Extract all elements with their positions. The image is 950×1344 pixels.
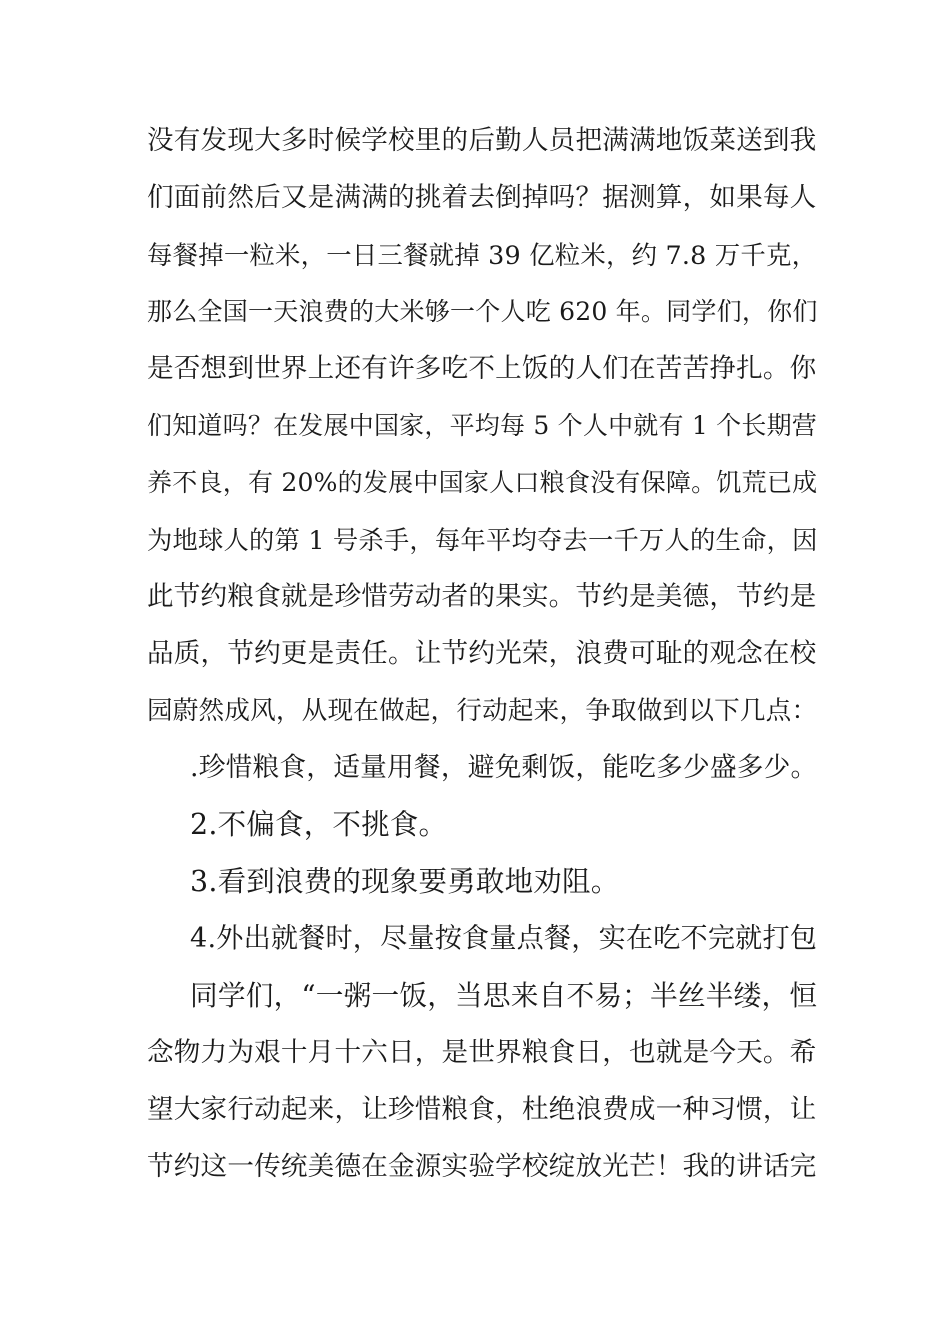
body-text-line: 那么全国一天浪费的大米够一个人吃 620 年。同学们，你们 bbox=[147, 297, 818, 326]
body-text-line: 念物力为艰十月十六日，是世界粮食日，也就是今天。希 bbox=[147, 1037, 817, 1068]
body-text-line: 们面前然后又是满满的挑着去倒掉吗？据测算，如果每人 bbox=[147, 182, 817, 213]
body-text-line: 没有发现大多时候学校里的后勤人员把满满地饭菜送到我 bbox=[147, 125, 817, 156]
list-item-4: 4.外出就餐时，尽量按食量点餐，实在吃不完就打包 bbox=[190, 923, 818, 954]
body-text-line: 园蔚然成风，从现在做起，行动起来，争取做到以下几点： bbox=[147, 696, 818, 726]
body-text-line: 品质，节约更是责任。让节约光荣，浪费可耻的观念在校 bbox=[147, 638, 817, 669]
list-item-3: 3.看到浪费的现象要勇敢地劝阻。 bbox=[190, 865, 620, 898]
paragraph-start-line: 同学们，“一粥一饭，当思来自不易；半丝半缕，恒 bbox=[190, 979, 818, 1012]
body-text-line: 此节约粮食就是珍惜劳动者的果实。节约是美德，节约是 bbox=[147, 581, 817, 612]
body-text-line: 是否想到世界上还有许多吃不上饭的人们在苦苦挣扎。你 bbox=[147, 353, 817, 384]
body-text-line: 养不良，有 20%的发展中国家人口粮食没有保障。饥荒已成 bbox=[147, 468, 818, 497]
body-text-line: 节约这一传统美德在金源实验学校绽放光芒！我的讲话完 bbox=[147, 1151, 817, 1182]
body-text-line: 为地球人的第 1 号杀手，每年平均夺去一千万人的生命，因 bbox=[147, 525, 818, 555]
list-item-1: .珍惜粮食，适量用餐，避免剩饭，能吃多少盛多少。 bbox=[190, 752, 818, 783]
body-text-line: 们知道吗？在发展中国家，平均每 5 个人中就有 1 个长期营 bbox=[147, 411, 818, 440]
body-text-line: 每餐掉一粒米，一日三餐就掉 39 亿粒米，约 7.8 万千克， bbox=[147, 240, 818, 270]
body-text-line: 望大家行动起来，让珍惜粮食，杜绝浪费成一种习惯，让 bbox=[147, 1094, 817, 1125]
list-item-2: 2.不偏食，不挑食。 bbox=[190, 808, 448, 841]
